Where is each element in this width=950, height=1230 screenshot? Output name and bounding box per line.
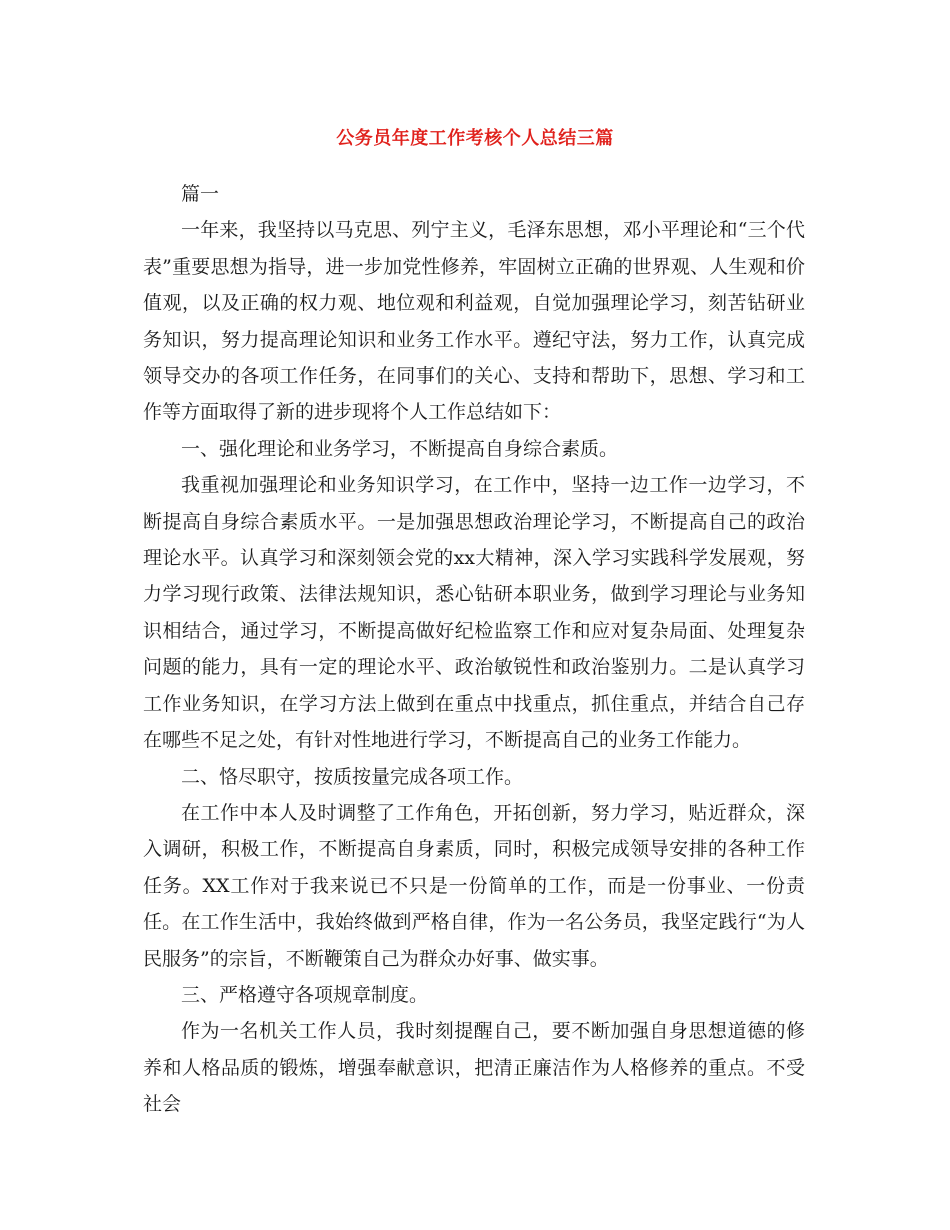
body-paragraph: 在工作中本人及时调整了工作角色，开拓创新，努力学习，贴近群众，深入调研，积极工作，不断提高自身素质，同时，积极完成领导安排的各种工作任务。XX工作对于我来说已不只是一份简单的工作，而是一份事业、一份责任。在工作生活中，我始终做到严格自律，作为一名公务员，我坚定践行“为人民服务”的宗旨，不断鞭策自己为群众办好事、做实事。 <box>143 801 805 970</box>
body-paragraph: 我重视加强理论和业务知识学习，在工作中，坚持一边工作一边学习，不断提高自身综合素质水平。一是加强思想政治理论学习，不断提高自己的政治理论水平。认真学习和深刻领会党的xx大精神，深入学习实践科学发展观，努力学习现行政策、法律法规知识，悉心钻研本职业务，做到学习理论与业务知识相结合，通过学习，不断提高做好纪检监察工作和应对复杂局面、处理复杂问题的能力，具有一定的理论水平、政治敏锐性和政治鉴别力。二是认真学习工作业务知识，在学习方法上做到在重点中找重点，抓住重点，并结合自己存在哪些不足之处，有针对性地进行学习，不断提高自己的业务工作能力。 <box>143 474 805 752</box>
document-body <box>143 176 805 1123</box>
section-heading: 二、恪尽职守，按质按量完成各项工作。 <box>181 765 524 788</box>
section-heading: 一、强化理论和业务学习，不断提高自身综合素质。 <box>181 437 619 460</box>
body-paragraph: 作为一名机关工作人员，我时刻提醒自己，要不断加强自身思想道德的修养和人格品质的锻炼，增强奉献意识，把清正廉洁作为人格修养的重点。不受社会 <box>143 1020 805 1116</box>
document-title: 公务员年度工作考核个人总结三篇 <box>336 128 614 149</box>
section-heading: 篇一 <box>181 183 220 205</box>
section-heading: 三、严格遵守各项规章制度。 <box>181 983 429 1006</box>
body-paragraph: 一年来，我坚持以马克思、列宁主义，毛泽东思想，邓小平理论和“三个代表”重要思想为指导，进一步加党性修养，牢固树立正确的世界观、人生观和价值观，以及正确的权力观、地位观和利益观，自觉加强理论学习，刻苦钻研业务知识，努力提高理论知识和业务工作水平。遵纪守法，努力工作，认真完成领导交办的各项工作任务，在同事们的关心、支持和帮助下，思想、学习和工作等方面取得了新的进步现将个人工作总结如下： <box>143 219 805 424</box>
